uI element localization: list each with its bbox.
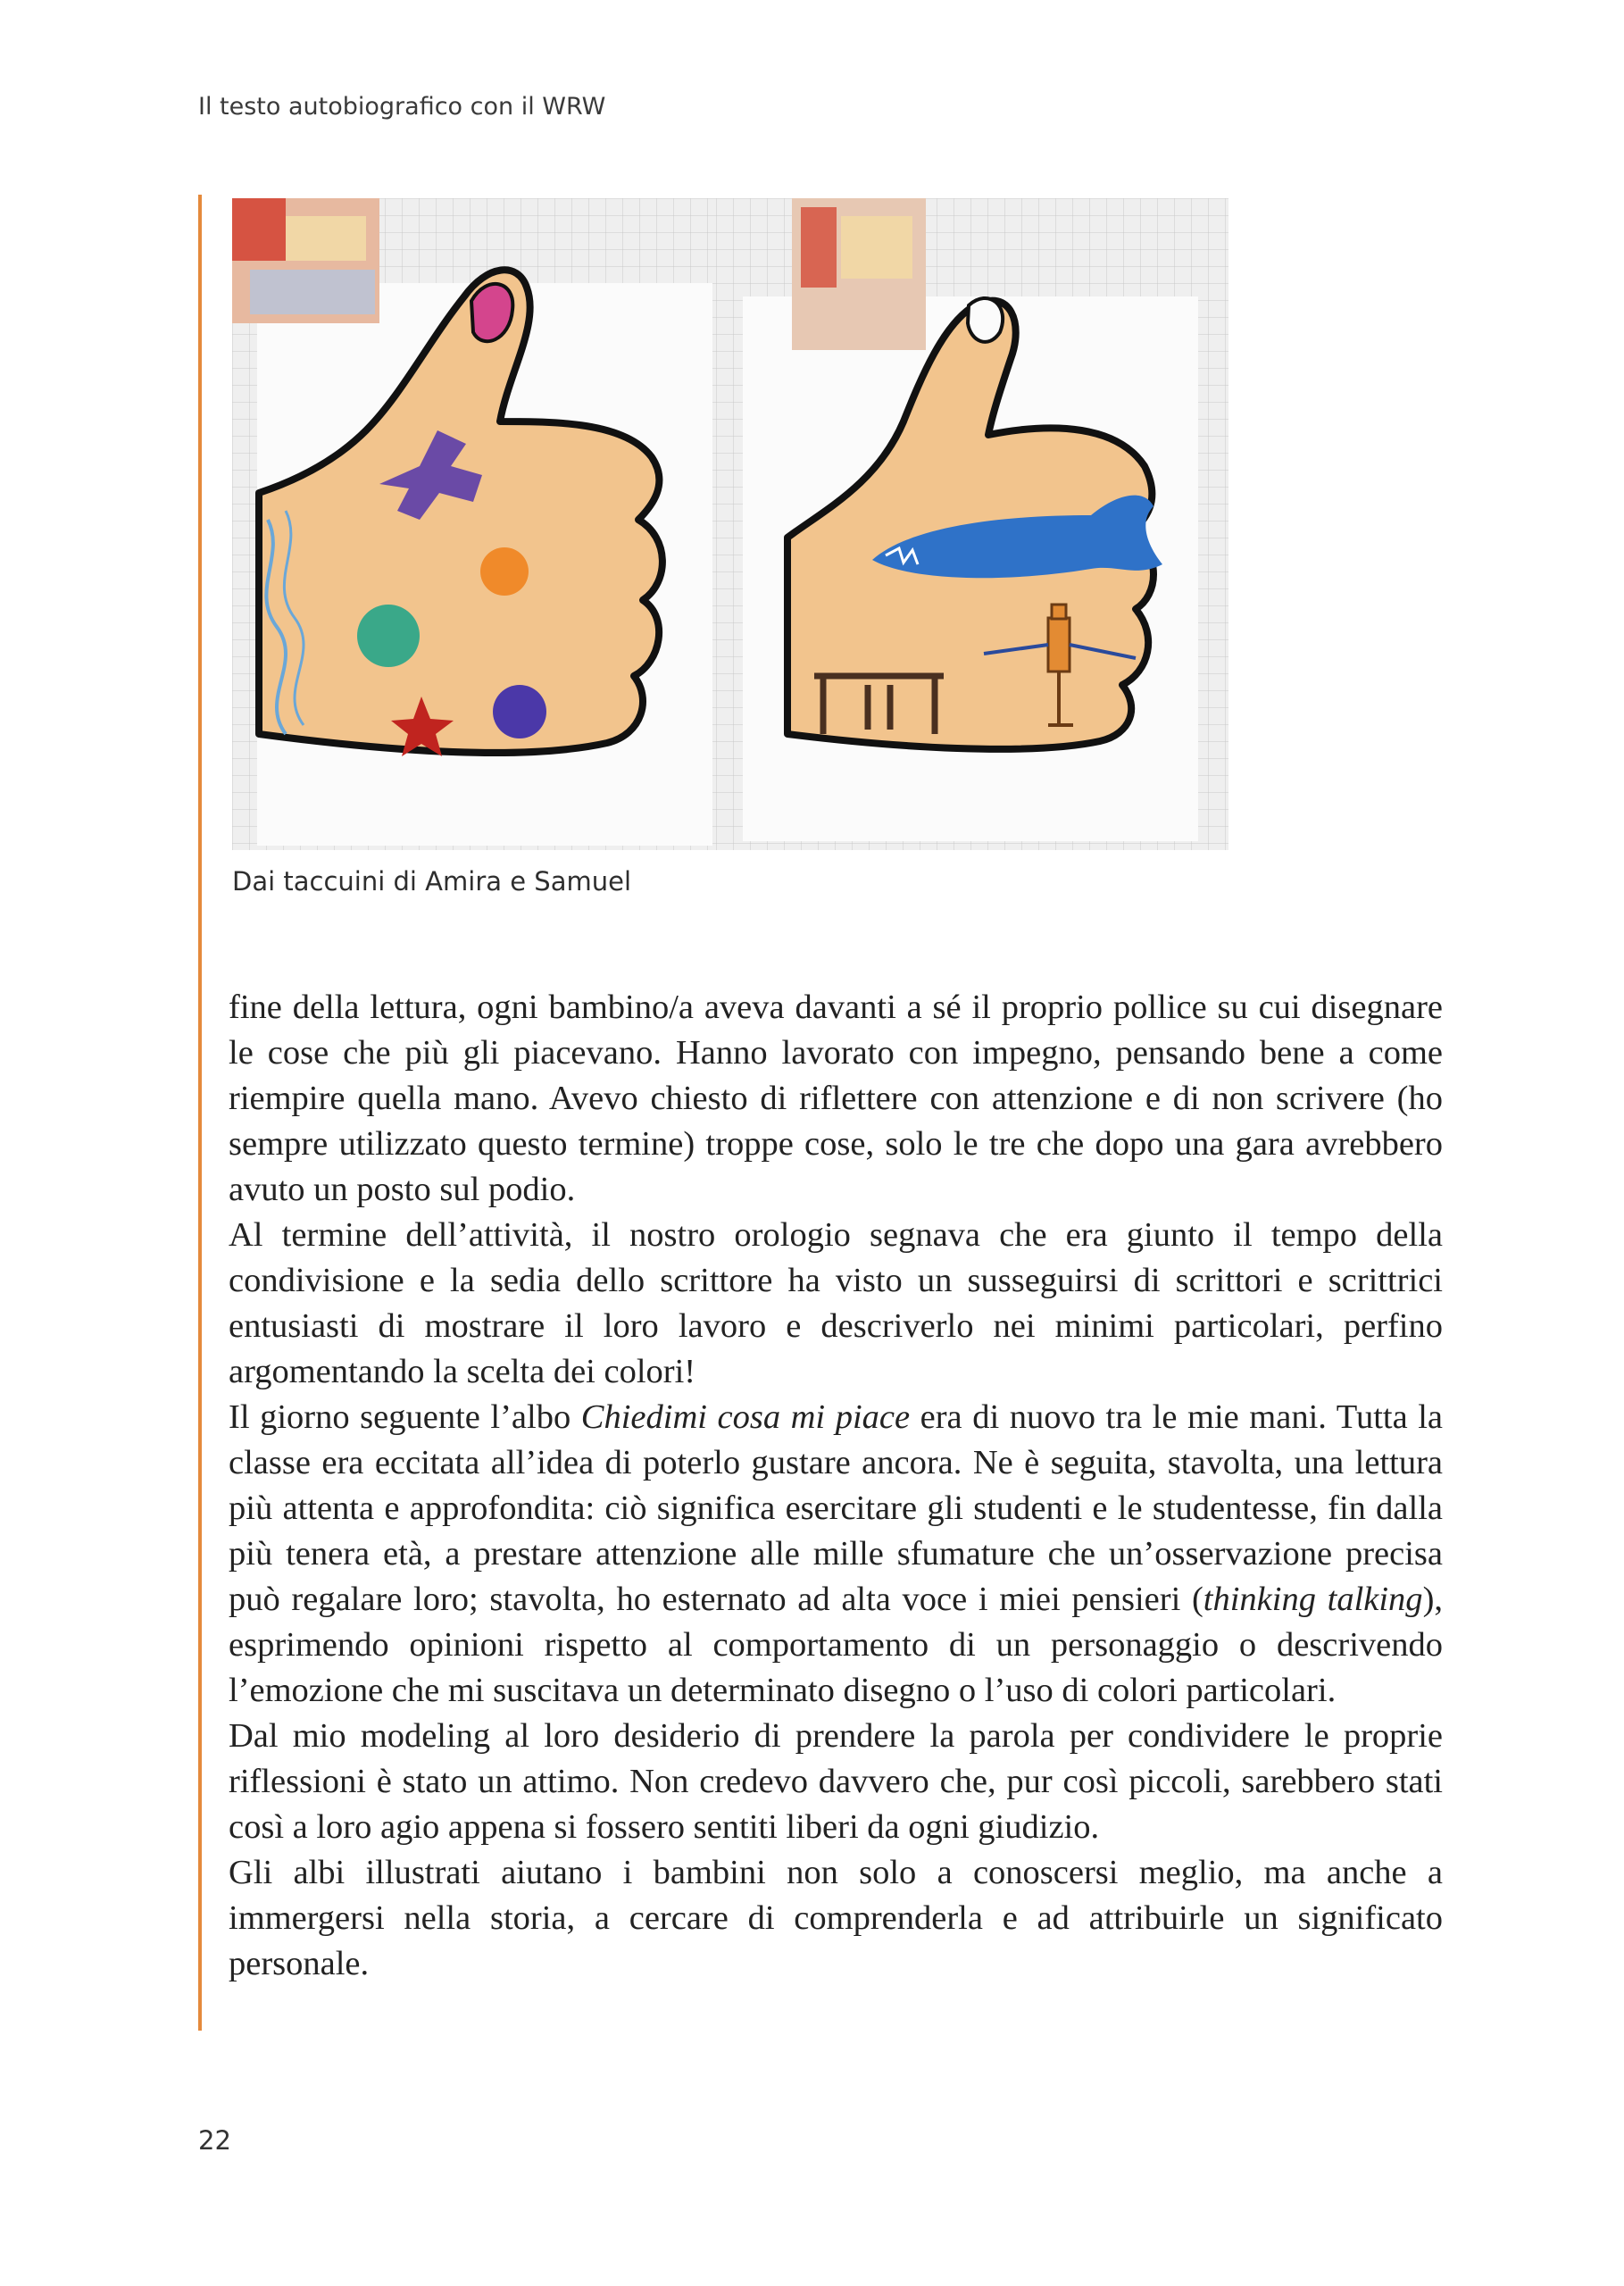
running-header: Il testo autobiografico con il WRW [198,93,606,121]
paragraph-3-part-c: ), esprimendo opinioni rispetto al comportamento di un personaggio o descrivendo l’emozione che mi suscitava un determinato disegno o l’uso di colori particolari. [229,1581,1444,1709]
amira-thumb-drawing [232,198,745,850]
paragraph-1: fine della lettura, ogni bambino/a aveva davanti a sé il proprio pollice su cui disegnare le cose che più gli piacevano. Hanno lavorato con impegno, pensando bene a come riempire quella mano. Avevo chiesto di riflettere con attenzione e di non scrivere (ho sempre utilizzato questo termine) troppe cose, solo le tre che dopo una gara avrebbero avuto un posto sul podio. [229,989,1443,1208]
paragraph-2: Al termine dell’attività, il nostro orologio segnava che era giunto il tempo della condivisione e la sedia dello scrittore ha visto un susseguirsi di scrittori e scrittrici entusiasti di mostrare il loro lavoro e descriverlo nei minimi particolari, perfino argomentando la scelta dei colori! [229,1216,1443,1390]
paragraph-3-part-b: era di nuovo tra le mie mani. Tutta la classe era eccitata all’idea di poterlo gustare ancora. Ne è seguita, stavolta, una lettura più attenta e approfondita: ciò significa esercitare gli studenti e le studentesse, fin dalla più tenera età, a prestare attenzione alle mille sfumature che un’osservazione precisa può regalare loro; stavolta, ho esternato ad alta voce i miei pensieri ( [229,1398,1444,1618]
book-title: Chiedimi cosa mi piace [580,1398,911,1436]
thinking-talking-term: thinking talking [1203,1581,1423,1618]
body-text [229,985,1443,1987]
paragraph-4: Dal mio modeling al loro desiderio di prendere la parola per condividere le proprie riflessioni è stato un attimo. Non credevo davvero che, pur così piccoli, sarebbero stati così a loro agio appena si fossero sentiti liberi da ogni giudizio. [229,1717,1443,1846]
page-number: 22 [198,2125,231,2156]
paragraph-3-part-a: Il giorno seguente l’albo [229,1398,581,1436]
paragraph-3 [229,1395,1443,1714]
samuel-thumb-drawing [716,198,1228,850]
paragraph-5: Gli albi illustrati aiutano i bambini non solo a conoscersi meglio, ma anche a immergersi nella storia, a cercare di comprenderla e ad attribuirle un significato personale. [229,1854,1443,1982]
figure-caption: Dai taccuini di Amira e Samuel [232,866,632,897]
accent-rule [198,195,202,2031]
